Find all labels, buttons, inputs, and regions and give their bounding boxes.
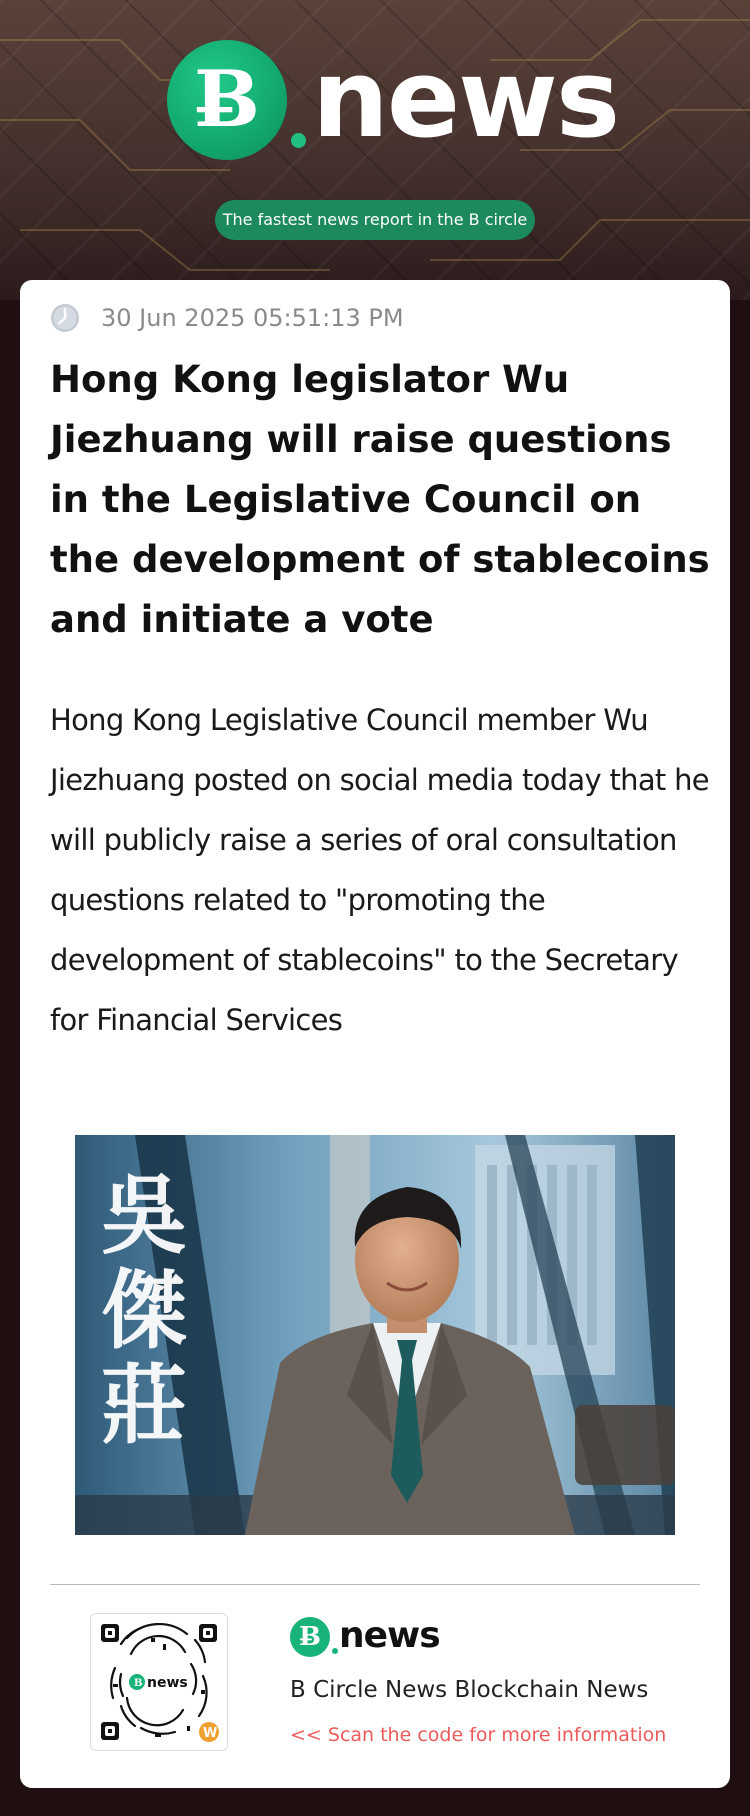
svg-text:B: B [134,1678,143,1689]
footer-logo-wordmark: news [339,1615,440,1656]
calligraphy-char-2: 傑 [101,1260,187,1361]
qr-logo-text: news [147,1675,188,1691]
footer-brand-logo [290,1617,490,1661]
article-body: Hong Kong Legislative Council member Wu Jiezhuang posted on social media today that he will publicly raise a series of oral consultation questions related to "promoting the development of stablecoins" to the Secretary for Financial Services [50,703,709,1037]
article-card [20,280,730,1788]
publish-date: 30 Jun 2025 05:51:13 PM [101,304,404,332]
logo-dot [291,133,306,148]
qr-code-icon[interactable] [90,1613,228,1751]
footer-title: B Circle News Blockchain News [290,1677,649,1703]
bitcoin-logo-icon: Ƀ [290,1617,330,1657]
bitcoin-logo-icon: Ƀ [167,40,287,160]
article-photo [75,1135,675,1535]
calligraphy-char-3: 莊 [101,1355,187,1456]
clock-icon [50,303,80,333]
scan-cta-link[interactable]: << Scan the code for more information [290,1724,667,1746]
header-banner [0,0,750,300]
calligraphy-char-1: 吳 [101,1165,187,1266]
tagline-badge: The fastest news report in the B circle [215,200,535,240]
svg-text:W: W [203,1726,218,1741]
footer-divider [50,1584,700,1585]
brand-logo [0,38,750,162]
logo-wordmark: news [312,37,619,162]
article-headline: Hong Kong legislator Wu Jiezhuang will raise questions in the Legislative Council on the development of stablecoins and initiate a vote [50,358,710,641]
logo-dot [332,1648,338,1654]
